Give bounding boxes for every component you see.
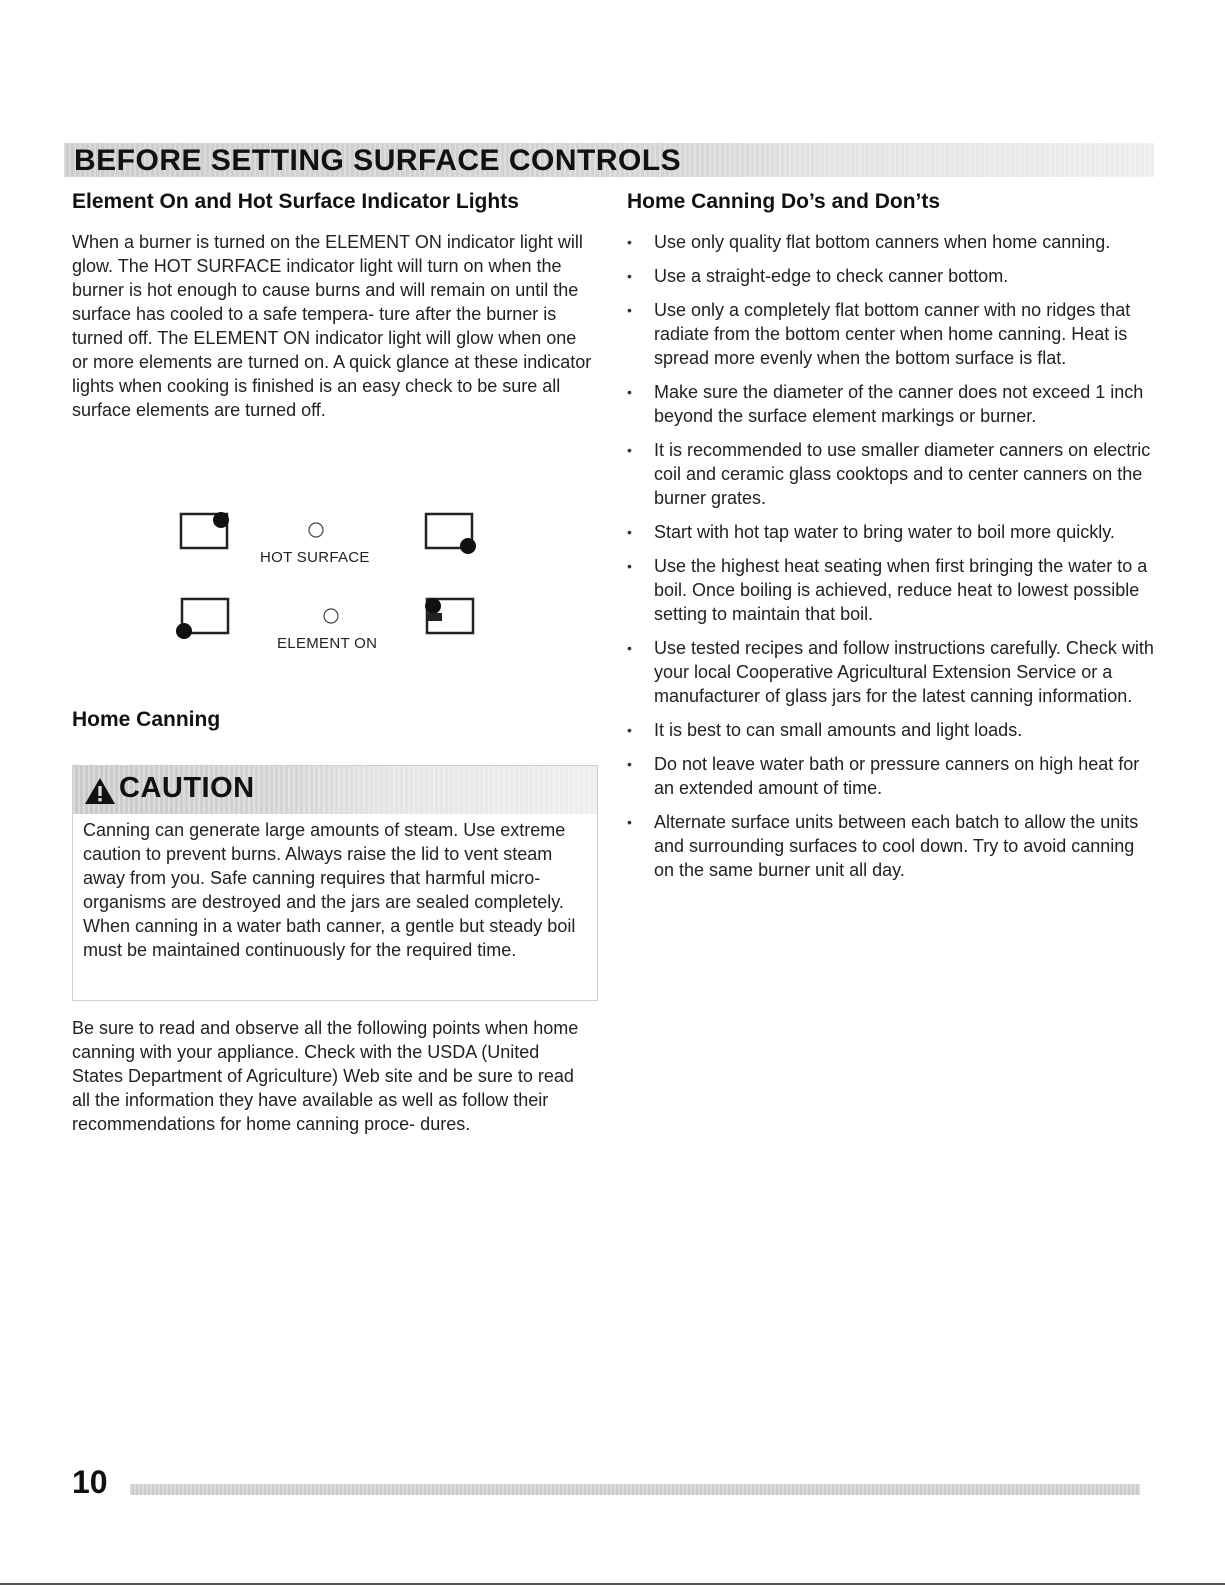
bullet-icon: • (627, 558, 632, 574)
hot-surface-label: HOT SURFACE (260, 549, 370, 566)
bullet-icon: • (627, 302, 632, 318)
list-item (627, 810, 1157, 882)
bullet-icon: • (627, 722, 632, 738)
cooktop-rear-left-icon (417, 595, 479, 641)
hot-surface-light-icon (306, 520, 326, 540)
list-item-text: Use only quality flat bottom canners when home canning. (654, 232, 1111, 252)
bullet-icon: • (627, 524, 632, 540)
bullet-icon: • (627, 442, 632, 458)
cooktop-rear-right-icon (175, 510, 237, 552)
list-item (627, 438, 1157, 510)
list-item (627, 230, 1157, 254)
caution-text: Canning can generate large amounts of steam. Use extreme caution to prevent burns. Always raise the lid to vent steam away from you. Safe canning requires that harmful micro-organisms are destroyed and the jars are sealed completely. When canning in a water bath canner, a gentle but steady boil must be maintained continuously for the required time. (83, 820, 576, 960)
element-on-light-icon (321, 606, 341, 626)
list-item-text: It is recommended to use smaller diameter canners on electric coil and ceramic glass cooktops and to center canners on the burner grates. (654, 440, 1151, 508)
warning-triangle-icon (83, 776, 117, 806)
list-item (627, 264, 1157, 288)
list-item (627, 554, 1157, 626)
cooktop-front-left-icon (172, 595, 234, 641)
list-item-text: Use a straight-edge to check canner bottom. (654, 266, 1009, 286)
home-canning-paragraph: Be sure to read and observe all the following points when home canning with your appliance. Check with the USDA (United States Department of Agriculture) Web site and be sure to read all the information they have available as well as follow their recommendations for home canning proce- dures. (72, 1018, 579, 1134)
list-item-text: Use the highest heat seating when first bringing the water to a boil. Once boiling is achieved, reduce heat to lowest possible setting to maintain that boil. (654, 556, 1148, 624)
bullet-icon: • (627, 640, 632, 656)
caution-label: CAUTION (119, 772, 255, 804)
section-banner (64, 143, 1154, 177)
list-item-text: Use only a completely flat bottom canner with no ridges that radiate from the bottom center when home canning. Heat is spread more evenly when the bottom surface is flat. (654, 300, 1131, 368)
indicator-lights-paragraph: When a burner is turned on the ELEMENT ON indicator light will glow. The HOT SURFACE indicator light will turn on when the burner is hot enough to cause burns and will remain on until the surface has cooled to a safe tempera- ture after the burner is turned off. The ELEMENT ON indicator light will glow when one or more elements are turned on. A quick glance at these indicator lights when cooking is finished is an easy check to be sure all surface elements are turned off. (72, 232, 592, 420)
caution-box (72, 765, 598, 1001)
indicator-diagram (72, 500, 592, 670)
bullet-icon: • (627, 814, 632, 830)
indicator-lights-heading: Element On and Hot Surface Indicator Lights (72, 190, 519, 213)
list-item-text: Do not leave water bath or pressure canners on high heat for an extended amount of time. (654, 754, 1140, 798)
list-item-text: It is best to can small amounts and light loads. (654, 720, 1023, 740)
element-on-label: ELEMENT ON (277, 635, 378, 652)
list-item (627, 298, 1157, 370)
list-item-text: Start with hot tap water to bring water to boil more quickly. (654, 522, 1115, 542)
home-canning-heading: Home Canning (72, 708, 221, 731)
bullet-icon: • (627, 268, 632, 284)
bullet-icon: • (627, 756, 632, 772)
dos-and-donts-list (627, 230, 1157, 882)
list-item-text: Alternate surface units between each batch to allow the units and surrounding surfaces to cool down. Try to avoid canning on the same burner unit all day. (654, 812, 1139, 880)
list-item (627, 752, 1157, 800)
bullet-icon: • (627, 384, 632, 400)
list-item (627, 718, 1157, 742)
list-item (627, 520, 1157, 544)
list-item-text: Use tested recipes and follow instructions carefully. Check with your local Cooperative Agricultural Extension Service or a manufacturer of glass jars for the latest canning information. (654, 638, 1154, 706)
right-column (627, 190, 1157, 892)
section-title: BEFORE SETTING SURFACE CONTROLS (74, 144, 682, 177)
bullet-icon: • (627, 234, 632, 250)
caution-header (73, 766, 597, 814)
footer-rule (130, 1484, 1140, 1495)
dos-and-donts-heading: Home Canning Do’s and Don’ts (627, 190, 941, 213)
list-item (627, 636, 1157, 708)
list-item-text: Make sure the diameter of the canner does not exceed 1 inch beyond the surface element markings or burner. (654, 382, 1144, 426)
list-item (627, 380, 1157, 428)
left-column (72, 190, 592, 422)
page-number: 10 (72, 1464, 108, 1500)
cooktop-front-right-icon (420, 510, 482, 556)
